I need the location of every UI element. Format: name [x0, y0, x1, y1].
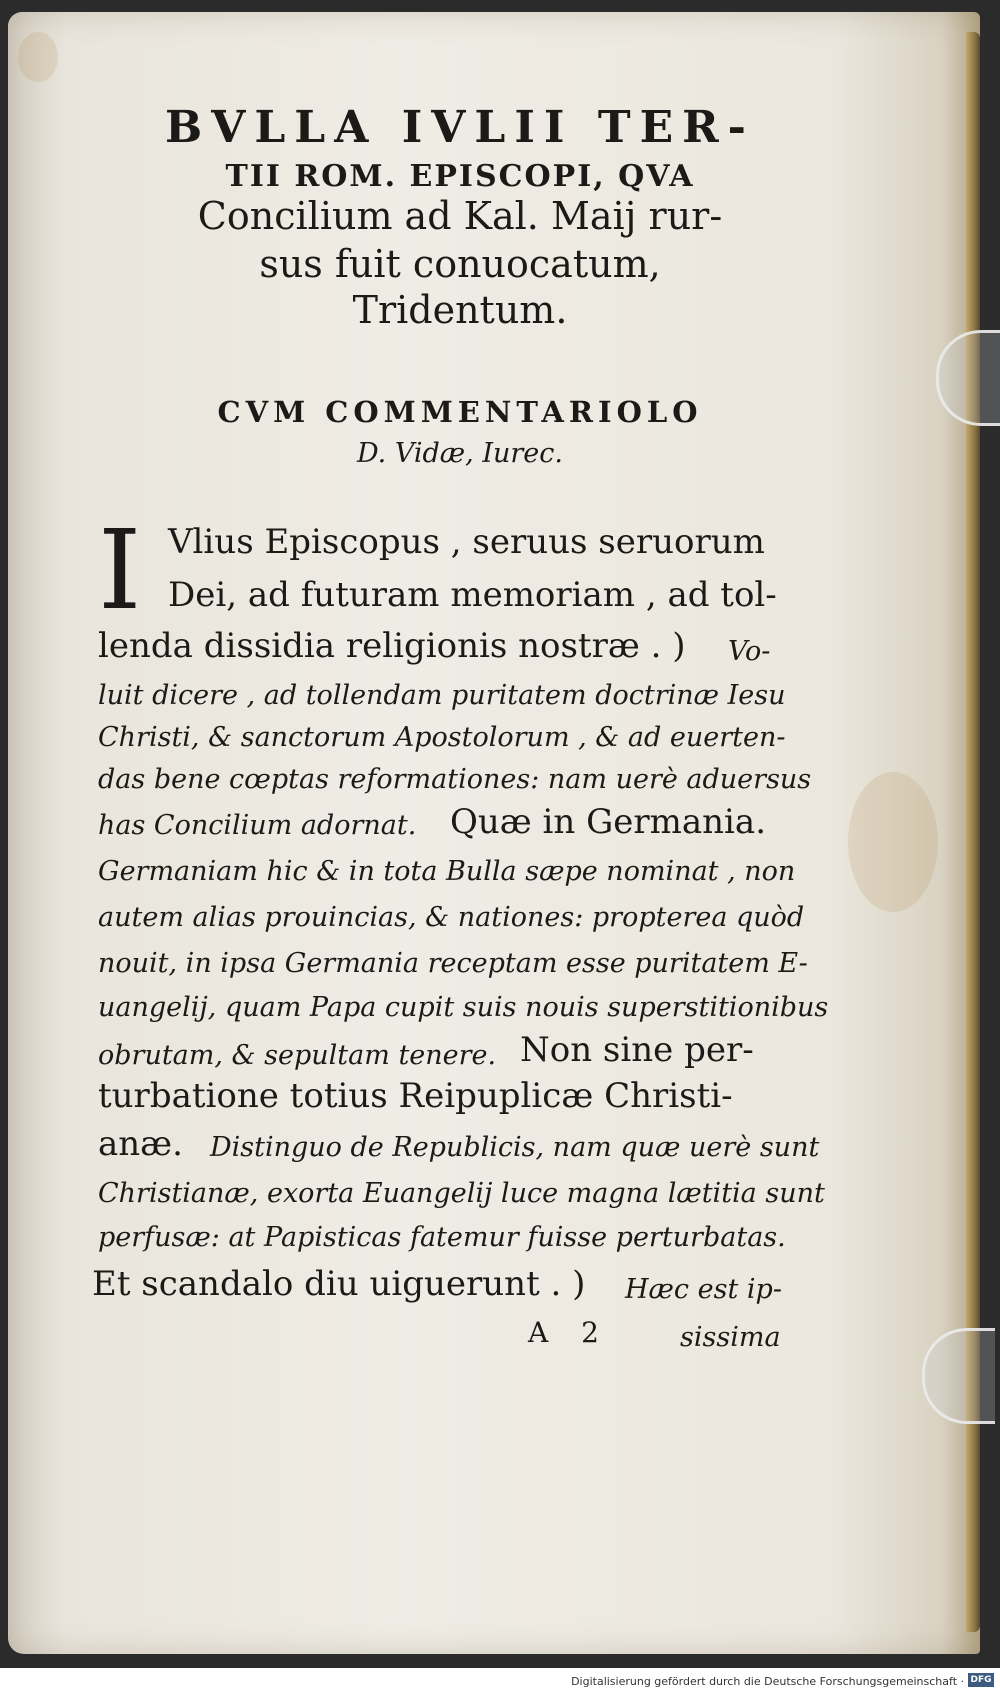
subtitle-line: CVM COMMENTARIOLO	[217, 395, 703, 429]
subtitle-line: D. Vidæ, Iurec.	[357, 438, 563, 469]
title-line: Tridentum.	[352, 288, 568, 332]
stain	[18, 32, 58, 82]
stain	[848, 772, 938, 912]
body-line: Vo-	[728, 636, 771, 667]
title-line: sus fuit conuocatum,	[259, 242, 661, 286]
body-line: Germaniam hic & in tota Bulla sæpe nominat , non	[98, 856, 796, 887]
body-line: Vlius Episcopus , seruus seruorum	[168, 522, 765, 562]
drop-cap: I	[98, 506, 142, 634]
body-line: autem alias prouincias, & nationes: propterea quòd	[98, 902, 805, 933]
body-line: luit dicere , ad tollendam puritatem doctrinæ Iesu	[98, 680, 786, 711]
body-line: Distinguo de Republicis, nam quæ uerè sunt	[210, 1132, 820, 1163]
title-line: TII ROM. EPISCOPI, QVA	[225, 159, 695, 194]
signature-mark: A 2	[528, 1316, 611, 1349]
title-line: BVLLA IVLII TER-	[165, 102, 755, 153]
body-line: Christi, & sanctorum Apostolorum , & ad euerten-	[98, 722, 786, 753]
body-line: Hæc est ip-	[625, 1274, 782, 1305]
catchword: sissima	[680, 1322, 781, 1353]
dfg-logo-icon: DFG	[968, 1673, 994, 1687]
footer-bar	[0, 1668, 1000, 1694]
body-line: lenda dissidia religionis nostræ . )	[98, 626, 686, 666]
body-line: has Concilium adornat.	[98, 810, 417, 841]
body-line: Non sine per-	[520, 1030, 754, 1070]
body-line: das bene cœptas reformationes: nam uerè aduersus	[98, 764, 812, 795]
body-line: Quæ in Germania.	[450, 802, 767, 842]
title-line: Concilium ad Kal. Maij rur-	[197, 194, 723, 238]
body-line: uangelij, quam Papa cupit suis nouis superstitionibus	[98, 992, 829, 1023]
funding-credit: Digitalisierung gefördert durch die Deutsche Forschungsgemeinschaft ·	[571, 1675, 964, 1688]
body-line: Dei, ad futuram memoriam , ad tol-	[168, 575, 777, 615]
body-line: perfusæ: at Papisticas fatemur fuisse perturbatas.	[98, 1222, 786, 1253]
body-line: obrutam, & sepultam tenere.	[98, 1040, 497, 1071]
body-line: Et scandalo diu uiguerunt . )	[92, 1264, 586, 1304]
body-line: anæ.	[98, 1124, 183, 1164]
body-line: nouit, in ipsa Germania receptam esse puritatem E-	[98, 948, 808, 979]
body-line: Christianæ, exorta Euangelij luce magna lætitia sunt	[98, 1178, 825, 1209]
body-line: turbatione totius Reipuplicæ Christi-	[98, 1076, 733, 1116]
